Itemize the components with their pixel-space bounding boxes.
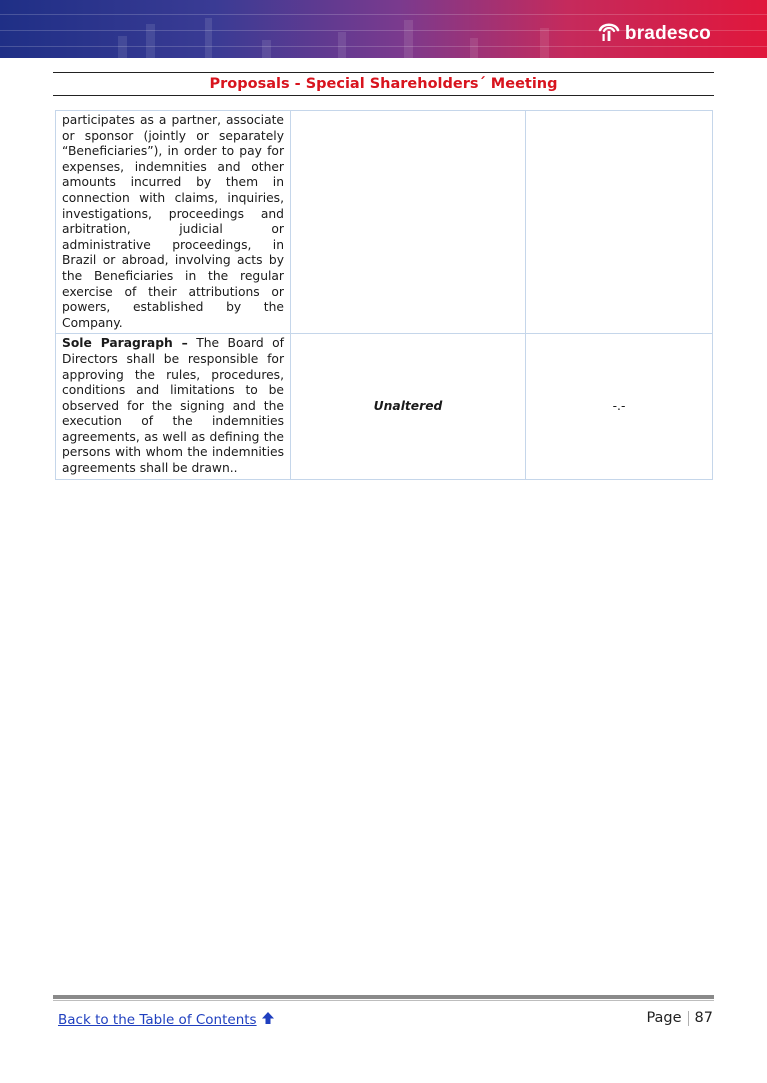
page-number — [646, 1010, 713, 1026]
title-rule-bottom — [53, 95, 714, 96]
justification-text — [526, 111, 712, 115]
brand-logo — [598, 21, 711, 47]
justification-placeholder: -.- — [612, 399, 626, 414]
table-cell-justification — [526, 111, 713, 334]
article-text: participates as a partner, associate or sponsor (jointly or separately “Beneficiaries”), in order to pay for expenses, indemnities and other amounts incurred by them in connection with claims, inquiries, investigations, proceedings and arbitration, judicial or administrative proceedings, in Brazil or abroad, involving acts by the Beneficiaries in the regular exercise of their attributions or powers, established by the Company. — [62, 113, 284, 330]
footer-rule — [53, 995, 714, 999]
table-cell-current-text — [56, 334, 291, 479]
table-row — [56, 111, 713, 334]
page-label: Page — [646, 1010, 682, 1026]
bradesco-tree-icon — [598, 21, 620, 47]
table-cell-justification — [526, 334, 713, 479]
footer-rule-thin — [53, 1000, 714, 1001]
proposal-table — [55, 110, 713, 480]
table-cell-proposed-text — [291, 111, 526, 334]
page-number-value: 87 — [694, 1010, 713, 1026]
arrow-up-icon — [261, 1011, 275, 1029]
page-title: Proposals - Special Shareholders´ Meeting — [209, 76, 558, 92]
page-separator — [688, 1011, 689, 1026]
proposed-text — [291, 111, 525, 115]
status-unaltered: Unaltered — [373, 399, 443, 414]
table-cell-proposed-text — [291, 334, 526, 479]
title-rule-top — [53, 72, 714, 73]
brand-name: bradesco — [624, 23, 711, 44]
sole-paragraph-body: The Board of Directors shall be responsible for approving the rules, procedures, conditions and limitations to be observed for the signing and the execution of the indemnities agreements, as well as defining the persons with whom the indemnities agreements shall be drawn.. — [62, 336, 284, 476]
table-cell-current-text — [56, 111, 291, 334]
sole-paragraph-text — [56, 334, 290, 478]
sole-paragraph-heading: Sole Paragraph – — [62, 336, 188, 351]
table-row — [56, 334, 713, 479]
toc-link-label: Back to the Table of Contents — [58, 1012, 257, 1028]
header-banner — [0, 0, 767, 58]
back-to-toc-link[interactable] — [58, 1011, 275, 1029]
